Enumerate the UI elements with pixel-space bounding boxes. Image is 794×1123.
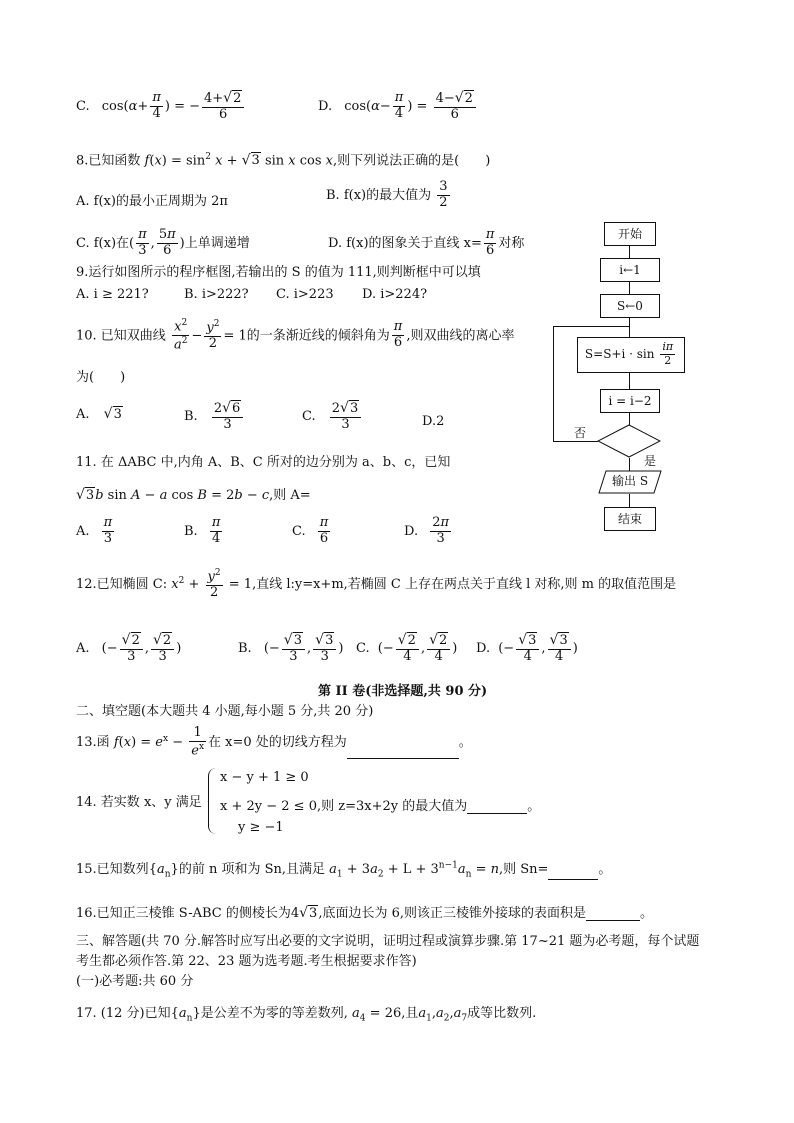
q9-option-a: A. i ≥ 221? bbox=[76, 287, 149, 302]
q11-opt-b-label: B. bbox=[184, 523, 198, 539]
q8-option-d: D. f(x)的图象关于直线 x= $\frac{\pi}{6}$ 对称 bbox=[328, 227, 525, 258]
flowchart-end: 结束 bbox=[604, 507, 656, 531]
q11-opt-d-label: D. bbox=[404, 523, 419, 539]
q7-option-c: C. cos(α+ $\frac{\pi}{4}$ ) = − $\frac{4+√2}{6}$ bbox=[76, 90, 246, 123]
q13: 13.函 $f(x) = e^x$ − $\frac{1}{e^x}$ 在 x=0 处的切线方程为 。 bbox=[76, 725, 472, 759]
q12-option-a: A. (− $\frac{√2}{3}$ , $\frac{√2}{3}$ ) bbox=[76, 632, 182, 664]
q10-stem-line2: 为( ) bbox=[76, 370, 126, 385]
section-2-title: 第 II 卷(非选择题,共 90 分) bbox=[318, 684, 488, 699]
q14-prefix: 14. 若实数 x、y 满足 bbox=[76, 795, 202, 810]
q16: 16.已知正三棱锥 S-ABC 的侧棱长为4√3,底面边长为 6,则该正三棱锥外接球的表面积是 。 bbox=[76, 905, 654, 921]
q12-stem: 12.已知椭圆 C: $x^2$ + $\frac{y^2}{2}$ = 1,直线 l:y=x+m,若椭圆 C 上存在两点关于直线 l 对称,则 m 的取值范围是 bbox=[76, 568, 677, 601]
q12-opt-c-label: C. bbox=[356, 640, 370, 656]
q11-stem-suffix: ,则 A= bbox=[269, 488, 311, 503]
q11-opt-a-label: A. bbox=[76, 523, 90, 539]
flowchart-output-label: 输出 S bbox=[612, 474, 649, 488]
flowchart-start: 开始 bbox=[604, 222, 656, 246]
q8-option-c: C. f(x)在( $\frac{\pi}{3}$ , $\frac{5\pi}{6}$ )上单调递增 bbox=[76, 227, 250, 258]
flowchart-loop-line bbox=[553, 326, 630, 327]
q14-suffix: ,则 z=3x+2y 的最大值为 bbox=[316, 799, 468, 814]
q13-end: 。 bbox=[458, 735, 472, 751]
q9-option-b: B. i>222? bbox=[184, 287, 249, 302]
q10-stem-suffix: ,则双曲线的离心率 bbox=[406, 328, 515, 344]
flowchart-yes-label: 是 bbox=[644, 454, 657, 468]
q16-prefix: 16.已知正三棱锥 S-ABC 的侧棱长为 bbox=[76, 906, 291, 921]
q14-system-brace bbox=[208, 768, 217, 834]
q10-stem-prefix: 10. 已知双曲线 bbox=[76, 328, 166, 344]
q15-suffix: ,则 Sn= bbox=[498, 862, 549, 877]
q14-constraint-3: y ≥ −1 bbox=[238, 820, 284, 835]
flowchart-arrow bbox=[629, 281, 630, 294]
q10-stem-mid: 的一条渐近线的倾斜角为 bbox=[246, 328, 390, 344]
q12-stem-prefix: 12.已知椭圆 C: bbox=[76, 577, 168, 593]
q9-option-c: C. i>223 bbox=[276, 287, 334, 302]
section-3-line-3: (一)必考题:共 60 分 bbox=[76, 974, 194, 989]
q14-end: 。 bbox=[527, 799, 541, 814]
q15: 15.已知数列$\{a_n\}$的前 n 项和为 Sn,且满足 $a_1 + 3a_2 + L + 3^{n-1}a_n = n$,则 Sn= 。 bbox=[76, 860, 612, 880]
q10-option-d: D.2 bbox=[422, 414, 445, 429]
section-3-line-2: 考生都必须作答.第 22、23 题为选考题.考生根据要求作答) bbox=[76, 954, 417, 969]
q11-option-c: C. $\frac{\pi}{6}$ bbox=[292, 515, 329, 546]
q8-option-a: A. f(x)的最小正周期为 2π bbox=[76, 194, 228, 209]
q8-opt-d-prefix: D. f(x)的图象关于直线 x= bbox=[328, 235, 482, 251]
q17-mid: 是公差不为零的等差数列, bbox=[200, 1006, 348, 1021]
q9-option-d: D. i>224? bbox=[362, 287, 428, 302]
flowchart-update-s-text: S=S+i · sin bbox=[584, 347, 655, 361]
q11-option-a: A. $\frac{\pi}{3}$ bbox=[76, 515, 113, 546]
q12-opt-d-label: D. bbox=[476, 640, 491, 656]
q14-constraint-1: x − y + 1 ≥ 0 bbox=[220, 770, 309, 785]
flowchart-no-label: 否 bbox=[574, 426, 587, 440]
q8-opt-b-text: B. f(x)的最大值为 bbox=[326, 187, 432, 203]
q13-suffix: 在 x=0 处的切线方程为 bbox=[208, 735, 347, 751]
q10-option-c: C. $\frac{2√3}{3}$ bbox=[302, 400, 363, 433]
q8-stem-prefix: 8.已知函数 bbox=[76, 153, 141, 169]
flowchart-loop-line bbox=[553, 326, 554, 442]
q17: 17. (12 分)已知$\{a_n\}$是公差不为零的等差数列, $a_4 = 26$,且$a_1,a_2,a_7$成等比数列. bbox=[76, 1006, 537, 1024]
q11-option-b: B. $\frac{\pi}{4}$ bbox=[184, 515, 221, 546]
q17-end: 成等比数列. bbox=[467, 1006, 537, 1021]
q11-stem-line2: √3b sin A − a cos B = 2b − c,则 A= bbox=[76, 487, 311, 503]
q14-constraint-2: x + 2y − 2 ≤ 0 bbox=[220, 799, 317, 814]
q13-prefix: 13.函 bbox=[76, 735, 110, 751]
q17-suffix: ,且 bbox=[401, 1006, 419, 1021]
flowchart-decision bbox=[597, 424, 661, 458]
q10-opt-a-label: A. bbox=[76, 407, 90, 422]
q14-answer-blank[interactable] bbox=[467, 799, 527, 814]
q9-stem: 9.运行如图所示的程序框图,若输出的 S 的值为 111,则判断框中可以填 bbox=[76, 265, 481, 280]
q12-option-c: C. (− $\frac{√2}{4}$ , $\frac{√2}{4}$ ) bbox=[356, 632, 458, 664]
flowchart-arrow bbox=[629, 317, 630, 337]
q12-option-b: B. (− $\frac{√3}{3}$ , $\frac{√3}{3}$ ) bbox=[238, 632, 344, 664]
q12-opt-a-label: A. bbox=[76, 640, 90, 656]
q8-stem: 8.已知函数 $f(x) = \sin^2 x + √3$ sin x cos x,则下列说法正确的是( ) bbox=[76, 152, 491, 169]
flowchart-arrow bbox=[629, 245, 630, 258]
q10-opt-c-label: C. bbox=[302, 408, 316, 424]
flowchart-arrow bbox=[629, 372, 630, 389]
q14-constraint-2-row bbox=[220, 795, 540, 814]
q17-prefix: 17. (12 分)已知 bbox=[76, 1006, 171, 1021]
q11-stem-line1: 11. 在 ΔABC 中,内角 A、B、C 所对的边分别为 a、b、c，已知 bbox=[76, 455, 451, 470]
q11-opt-c-label: C. bbox=[292, 523, 306, 539]
q10-stem: 10. 已知双曲线 $\frac{x^2}{a^2}$ − $\frac{y^2}{2}$ = 1的一条渐近线的倾斜角为 $\frac{\pi}{6}$ ,则双曲线的离心率 bbox=[76, 318, 515, 353]
q10-option-b: B. $\frac{2√6}{3}$ bbox=[184, 400, 245, 433]
q8-opt-d-suffix: 对称 bbox=[498, 235, 525, 251]
q16-end: 。 bbox=[640, 906, 654, 921]
q7-opt-c-label: C. bbox=[76, 98, 90, 114]
q13-answer-blank[interactable] bbox=[347, 744, 459, 759]
section-3-line-1: 三、解答题(共 70 分.解答时应写出必要的文字说明，证明过程或演算步骤.第 17~21 题为必考题，每个试题 bbox=[76, 934, 700, 949]
q16-suffix: ,底面边长为 6,则该正三棱锥外接球的表面积是 bbox=[318, 906, 586, 921]
q15-answer-blank[interactable] bbox=[548, 865, 598, 880]
q8-opt-c-prefix: C. f(x)在 bbox=[76, 235, 130, 251]
q8-opt-c-suffix: 上单调递增 bbox=[184, 235, 250, 251]
fill-in-heading: 二、填空题(本大题共 4 小题,每小题 5 分,共 20 分) bbox=[76, 704, 374, 719]
q10-opt-b-label: B. bbox=[184, 408, 198, 424]
q12-stem-suffix: ,直线 l:y=x+m,若椭圆 C 上存在两点关于直线 l 对称,则 m 的取值范围是 bbox=[252, 577, 677, 593]
q8-option-b: B. f(x)的最大值为 $\frac{3}{2}$ bbox=[326, 179, 448, 210]
q16-answer-blank[interactable] bbox=[586, 906, 640, 921]
flowchart-init-i: i←1 bbox=[600, 258, 660, 282]
flowchart-update-i: i = i−2 bbox=[600, 389, 660, 413]
q10-option-a: A. √3 bbox=[76, 406, 122, 422]
flowchart-arrow bbox=[629, 494, 630, 507]
q15-prefix: 15.已知数列 bbox=[76, 862, 149, 877]
flowchart-update-s: S=S+i · sin $\frac{i\pi}{2}$ bbox=[577, 337, 685, 373]
flowchart-loop-line bbox=[553, 441, 598, 442]
q15-end: 。 bbox=[598, 862, 612, 877]
q12-option-d: D. (− $\frac{√3}{4}$ , $\frac{√3}{4}$ ) bbox=[476, 632, 578, 664]
q7-opt-d-label: D. bbox=[318, 98, 333, 114]
flowchart-init-s: S←0 bbox=[600, 294, 660, 318]
q15-mid: 的前 n 项和为 Sn,且满足 bbox=[178, 862, 325, 877]
q11-option-d: D. $\frac{2\pi}{3}$ bbox=[404, 515, 450, 546]
q7-option-d: D. cos(α− $\frac{\pi}{4}$ ) = $\frac{4-√2}{6}$ bbox=[318, 90, 478, 123]
q12-opt-b-label: B. bbox=[238, 640, 252, 656]
q8-stem-suffix: ,则下列说法正确的是( ) bbox=[333, 153, 491, 169]
